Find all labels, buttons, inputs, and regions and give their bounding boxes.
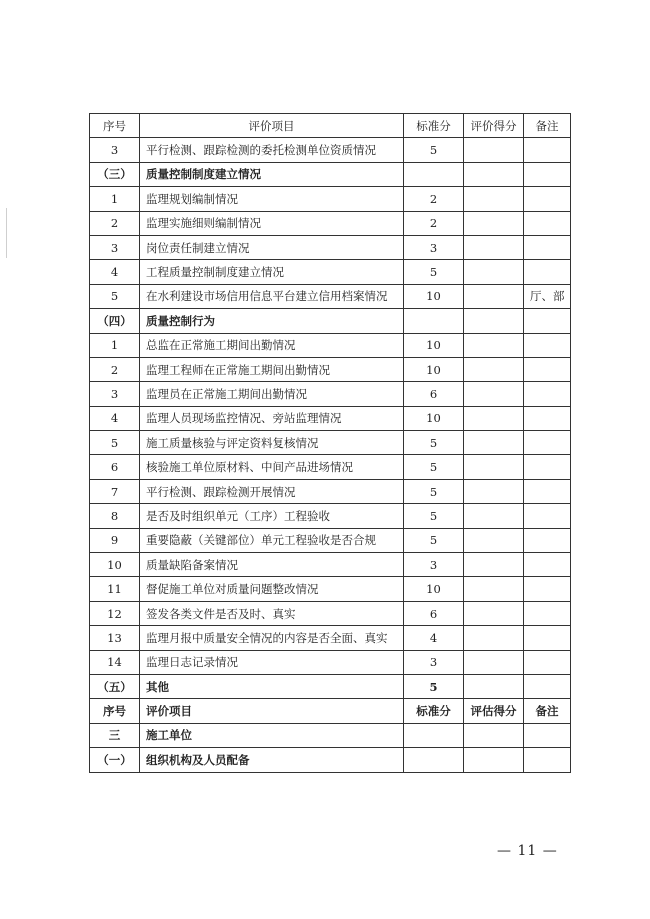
cell-item: 组织机构及人员配备 xyxy=(140,748,404,772)
cell-item: 监理员在正常施工期间出勤情况 xyxy=(140,382,404,406)
cell-note: 厅、部 xyxy=(524,284,571,308)
cell-item: 质量控制行为 xyxy=(140,309,404,333)
cell-note xyxy=(524,479,571,503)
cell-note xyxy=(524,674,571,698)
cell-note xyxy=(524,455,571,479)
cell-std: 5 xyxy=(404,674,464,698)
cell-note xyxy=(524,748,571,772)
cell-item: 施工质量核验与评定资料复核情况 xyxy=(140,431,404,455)
cell-note xyxy=(524,382,571,406)
cell-score xyxy=(464,406,524,430)
table-row xyxy=(90,284,571,308)
cell-no: （四） xyxy=(90,309,140,333)
cell-note xyxy=(524,260,571,284)
cell-std: 3 xyxy=(404,650,464,674)
cell-note xyxy=(524,528,571,552)
header-score: 评价得分 xyxy=(464,114,524,138)
cell-std: 5 xyxy=(404,138,464,162)
cell-no: 11 xyxy=(90,577,140,601)
cell-note xyxy=(524,577,571,601)
cell-note xyxy=(524,211,571,235)
cell-no: 14 xyxy=(90,650,140,674)
cell-no: 序号 xyxy=(90,699,140,723)
cell-score xyxy=(464,284,524,308)
cell-no: 10 xyxy=(90,553,140,577)
cell-item: 督促施工单位对质量问题整改情况 xyxy=(140,577,404,601)
cell-score xyxy=(464,162,524,186)
cell-item: 监理工程师在正常施工期间出勤情况 xyxy=(140,357,404,381)
cell-score xyxy=(464,577,524,601)
header-std: 标准分 xyxy=(404,114,464,138)
table-row xyxy=(90,650,571,674)
cell-score xyxy=(464,479,524,503)
cell-note xyxy=(524,235,571,259)
cell-score xyxy=(464,431,524,455)
evaluation-table-body xyxy=(90,114,571,773)
binding-mark xyxy=(6,208,7,258)
cell-no: 1 xyxy=(90,333,140,357)
cell-score xyxy=(464,748,524,772)
cell-score xyxy=(464,455,524,479)
cell-std: 3 xyxy=(404,235,464,259)
header-no: 序号 xyxy=(90,114,140,138)
cell-no: 6 xyxy=(90,455,140,479)
cell-std: 3 xyxy=(404,553,464,577)
table-header-row xyxy=(90,699,571,723)
cell-item: 岗位责任制建立情况 xyxy=(140,235,404,259)
table-header-row xyxy=(90,114,571,138)
cell-score xyxy=(464,309,524,333)
cell-item: 质量控制制度建立情况 xyxy=(140,162,404,186)
cell-score xyxy=(464,650,524,674)
cell-std: 10 xyxy=(404,333,464,357)
cell-no: 5 xyxy=(90,431,140,455)
table-row xyxy=(90,601,571,625)
table-row xyxy=(90,382,571,406)
cell-score xyxy=(464,235,524,259)
table-row xyxy=(90,211,571,235)
cell-note xyxy=(524,187,571,211)
cell-score xyxy=(464,260,524,284)
cell-item: 质量缺陷备案情况 xyxy=(140,553,404,577)
cell-no: （三） xyxy=(90,162,140,186)
cell-no: 3 xyxy=(90,138,140,162)
header-note: 备注 xyxy=(524,114,571,138)
header-item: 评价项目 xyxy=(140,114,404,138)
cell-note xyxy=(524,309,571,333)
cell-std: 5 xyxy=(404,504,464,528)
cell-note xyxy=(524,626,571,650)
cell-std: 5 xyxy=(404,479,464,503)
cell-score xyxy=(464,674,524,698)
table-row xyxy=(90,504,571,528)
cell-score xyxy=(464,357,524,381)
cell-note xyxy=(524,723,571,747)
cell-std: 10 xyxy=(404,577,464,601)
section-row xyxy=(90,748,571,772)
cell-no: 8 xyxy=(90,504,140,528)
cell-std xyxy=(404,748,464,772)
cell-no: 5 xyxy=(90,284,140,308)
table-row xyxy=(90,235,571,259)
cell-item: 在水利建设市场信用信息平台建立信用档案情况 xyxy=(140,284,404,308)
section-row xyxy=(90,723,571,747)
table-row xyxy=(90,187,571,211)
cell-note xyxy=(524,601,571,625)
cell-no: 12 xyxy=(90,601,140,625)
table-row xyxy=(90,333,571,357)
cell-no: （五） xyxy=(90,674,140,698)
table-row xyxy=(90,553,571,577)
table-row xyxy=(90,626,571,650)
cell-item: 监理规划编制情况 xyxy=(140,187,404,211)
cell-score xyxy=(464,504,524,528)
cell-std: 5 xyxy=(404,528,464,552)
page-number: — 11 — xyxy=(497,843,558,859)
cell-score xyxy=(464,528,524,552)
section-row xyxy=(90,674,571,698)
section-row xyxy=(90,162,571,186)
cell-std: 5 xyxy=(404,431,464,455)
table-row xyxy=(90,406,571,430)
cell-no: 2 xyxy=(90,211,140,235)
cell-std: 4 xyxy=(404,626,464,650)
cell-std: 2 xyxy=(404,187,464,211)
cell-note xyxy=(524,431,571,455)
evaluation-table xyxy=(89,113,571,773)
cell-no: （一） xyxy=(90,748,140,772)
cell-score xyxy=(464,723,524,747)
cell-no: 3 xyxy=(90,382,140,406)
cell-std: 10 xyxy=(404,357,464,381)
cell-no: 2 xyxy=(90,357,140,381)
cell-score xyxy=(464,333,524,357)
cell-std: 10 xyxy=(404,284,464,308)
section-row xyxy=(90,309,571,333)
cell-no: 三 xyxy=(90,723,140,747)
cell-note xyxy=(524,138,571,162)
cell-note xyxy=(524,650,571,674)
cell-score xyxy=(464,382,524,406)
cell-no: 13 xyxy=(90,626,140,650)
table-row xyxy=(90,138,571,162)
table-row xyxy=(90,577,571,601)
cell-std: 6 xyxy=(404,601,464,625)
cell-no: 3 xyxy=(90,235,140,259)
cell-item: 工程质量控制制度建立情况 xyxy=(140,260,404,284)
table-row xyxy=(90,260,571,284)
cell-note xyxy=(524,406,571,430)
cell-std: 标准分 xyxy=(404,699,464,723)
cell-item: 平行检测、跟踪检测开展情况 xyxy=(140,479,404,503)
cell-std: 5 xyxy=(404,455,464,479)
cell-std: 5 xyxy=(404,260,464,284)
cell-score xyxy=(464,187,524,211)
cell-no: 9 xyxy=(90,528,140,552)
table-row xyxy=(90,431,571,455)
table-row xyxy=(90,479,571,503)
table-row xyxy=(90,357,571,381)
cell-score xyxy=(464,211,524,235)
cell-note xyxy=(524,333,571,357)
cell-no: 4 xyxy=(90,406,140,430)
cell-score xyxy=(464,138,524,162)
cell-score xyxy=(464,601,524,625)
cell-item: 监理月报中质量安全情况的内容是否全面、真实 xyxy=(140,626,404,650)
cell-std: 10 xyxy=(404,406,464,430)
cell-std xyxy=(404,309,464,333)
cell-note: 备注 xyxy=(524,699,571,723)
cell-no: 4 xyxy=(90,260,140,284)
cell-item: 总监在正常施工期间出勤情况 xyxy=(140,333,404,357)
cell-item: 监理实施细则编制情况 xyxy=(140,211,404,235)
cell-std: 2 xyxy=(404,211,464,235)
cell-item: 施工单位 xyxy=(140,723,404,747)
cell-item: 重要隐蔽（关键部位）单元工程验收是否合规 xyxy=(140,528,404,552)
cell-item: 监理人员现场监控情况、旁站监理情况 xyxy=(140,406,404,430)
cell-no: 1 xyxy=(90,187,140,211)
cell-score: 评估得分 xyxy=(464,699,524,723)
cell-item: 核验施工单位原材料、中间产品进场情况 xyxy=(140,455,404,479)
cell-no: 7 xyxy=(90,479,140,503)
table-row xyxy=(90,528,571,552)
cell-item: 评价项目 xyxy=(140,699,404,723)
cell-score xyxy=(464,626,524,650)
cell-item: 是否及时组织单元（工序）工程验收 xyxy=(140,504,404,528)
cell-item: 其他 xyxy=(140,674,404,698)
cell-note xyxy=(524,357,571,381)
cell-item: 监理日志记录情况 xyxy=(140,650,404,674)
cell-std xyxy=(404,162,464,186)
cell-item: 签发各类文件是否及时、真实 xyxy=(140,601,404,625)
cell-std xyxy=(404,723,464,747)
cell-note xyxy=(524,553,571,577)
cell-note xyxy=(524,504,571,528)
cell-std: 6 xyxy=(404,382,464,406)
cell-item: 平行检测、跟踪检测的委托检测单位资质情况 xyxy=(140,138,404,162)
cell-note xyxy=(524,162,571,186)
table-row xyxy=(90,455,571,479)
cell-score xyxy=(464,553,524,577)
